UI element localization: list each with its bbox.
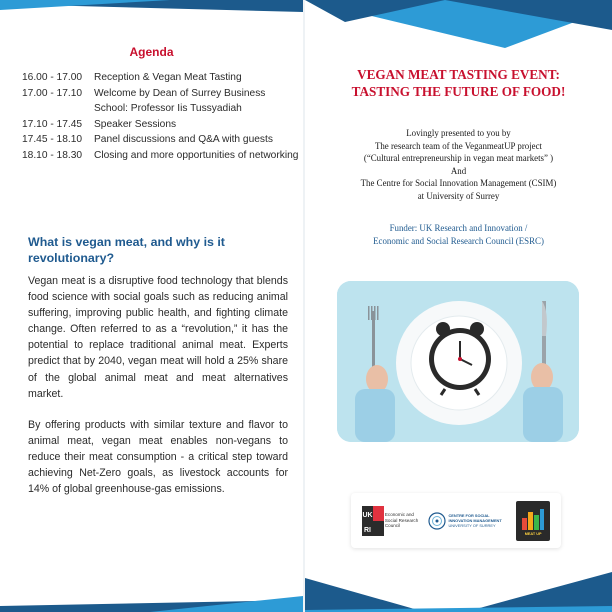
about-paragraph-2: By offering products with similar texture and flavor to animal meat, vegan meat enables non-vegans to reduce their meat consumption - a critical step toward achieving Net-Zero goals, as livestock accounts for 14% of global greenhouse-gas emissions. xyxy=(28,419,288,496)
presented-line: And xyxy=(450,165,467,176)
agenda-item xyxy=(22,117,300,133)
about-paragraph-1: Vegan meat is a disruptive food technology that blends food science with social goals such as reducing animal suffering, improving public health, and fighting climate change. Often referred to as a “revolution,” it has the potential to replace traditional animal meat. Experts predict that by 2040, vegan meat will hold a 25% share of the global animal meat and meat alternatives market. xyxy=(28,275,288,400)
csim-text-line: UNIVERSITY OF SURREY xyxy=(448,523,496,528)
top-right-decor xyxy=(305,0,612,60)
presented-line: The research team of the VeganmeatUP project xyxy=(374,140,543,151)
csim-logo xyxy=(428,512,506,530)
about-heading: What is vegan meat, and why is it revolutionary? xyxy=(28,235,225,265)
agenda-time: 18.10 - 18.30 xyxy=(22,149,83,161)
funder-line: Economic and Social Research Council (ESRC) xyxy=(373,236,544,246)
agenda-item xyxy=(22,132,300,148)
svg-text:RI: RI xyxy=(363,526,371,534)
presented-by-block xyxy=(315,127,602,203)
agenda-time: 17.10 - 17.45 xyxy=(22,118,83,130)
event-title-line-2: TASTING THE FUTURE OF FOOD! xyxy=(351,84,566,99)
bottom-decor-band xyxy=(0,594,303,612)
agenda-item xyxy=(22,70,300,86)
agenda-item xyxy=(22,86,300,117)
agenda-desc: Panel discussions and Q&A with guests xyxy=(94,134,273,146)
veganmeatup-emblem-icon xyxy=(520,506,546,532)
top-decor-band xyxy=(0,0,303,16)
csim-emblem-icon xyxy=(428,512,446,530)
plate-clock-illustration xyxy=(337,281,579,442)
agenda-desc: Speaker Sessions xyxy=(94,118,177,130)
agenda-time: 17.45 - 18.10 xyxy=(22,134,83,146)
partner-logo-strip xyxy=(351,493,561,548)
veganmeatup-logo xyxy=(516,501,550,541)
presented-line: at University of Surrey xyxy=(417,190,500,201)
event-title xyxy=(305,66,612,100)
svg-text:UK: UK xyxy=(362,511,373,519)
csim-text-line: CENTRE FOR SOCIAL xyxy=(448,513,490,518)
agenda-item xyxy=(22,148,300,164)
presented-line: The Centre for Social Innovation Management (CSIM) xyxy=(360,178,557,189)
agenda-time: 16.00 - 17.00 xyxy=(22,72,83,83)
funder-line: Funder: UK Research and Innovation / xyxy=(389,223,528,233)
agenda-desc: Welcome by Dean of Surrey Business School: Professor Iis Tussyadiah xyxy=(94,87,266,115)
agenda-desc: Reception & Vegan Meat Tasting xyxy=(94,72,242,83)
csim-text-line: INNOVATION MANAGEMENT xyxy=(448,518,502,523)
funder-block xyxy=(315,222,602,248)
event-title-line-1: VEGAN MEAT TASTING EVENT: xyxy=(357,67,560,82)
bottom-right-decor xyxy=(305,552,612,612)
ukri-mark-icon xyxy=(362,506,384,536)
left-panel xyxy=(0,0,303,612)
agenda-time: 17.00 - 17.10 xyxy=(22,87,83,99)
veganmeatup-logo-text: MEAT UP xyxy=(524,531,542,536)
agenda-title: Agenda xyxy=(129,45,174,59)
agenda-list xyxy=(22,70,300,164)
presented-line: Lovingly presented to you by xyxy=(406,128,511,138)
agenda-desc: Closing and more opportunities of networking xyxy=(94,149,299,161)
presented-line: (“Cultural entrepreneurship in vegan meat markets” ) xyxy=(363,153,554,164)
ukri-esrc-logo xyxy=(362,506,419,536)
ukri-logo-text: Economic and Social Research Council xyxy=(384,512,419,529)
right-panel xyxy=(305,0,612,612)
plate-clock-photo xyxy=(337,281,579,442)
